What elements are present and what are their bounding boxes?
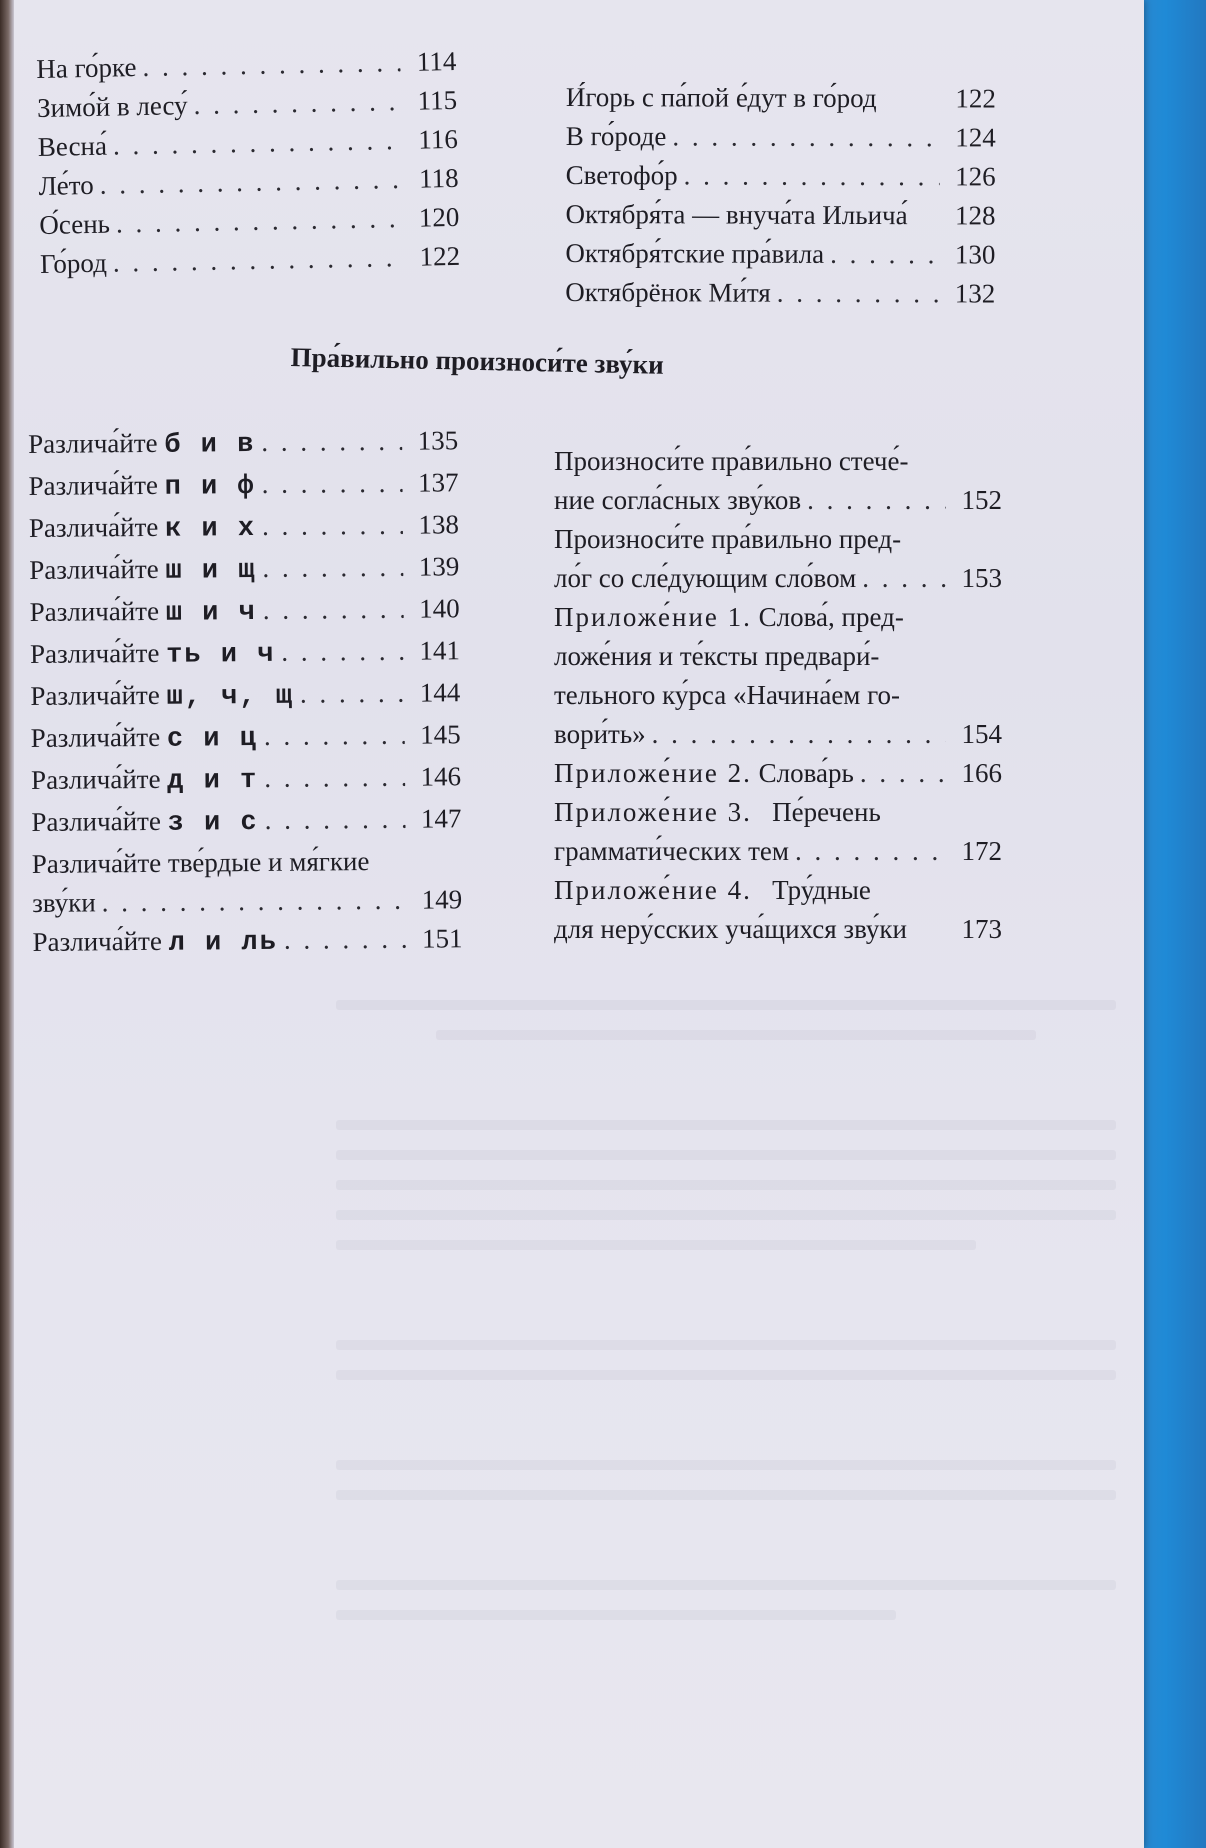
toc-entry[interactable] bbox=[566, 156, 996, 197]
toc-entry-title bbox=[554, 793, 1002, 832]
toc-entry-title bbox=[554, 754, 854, 793]
dot-leader bbox=[264, 800, 405, 840]
toc-entry-page: 154 bbox=[961, 719, 1002, 749]
toc-entry[interactable] bbox=[32, 841, 463, 923]
toc-entry-title bbox=[554, 598, 1002, 637]
show-through-line bbox=[336, 1000, 1116, 1010]
dot-leader bbox=[262, 506, 403, 546]
toc-entry[interactable] bbox=[40, 237, 461, 284]
toc-entry-title bbox=[32, 921, 278, 965]
toc-entry-title bbox=[29, 507, 257, 551]
toc-entry[interactable] bbox=[565, 273, 995, 314]
show-through-line bbox=[336, 1150, 1116, 1160]
toc-entry-title bbox=[30, 675, 294, 719]
dot-leader bbox=[281, 632, 404, 672]
toc-entry-title: Октября́тские пра́вила bbox=[565, 237, 825, 269]
toc-entry[interactable] bbox=[32, 919, 462, 965]
toc-entry-page: 166 bbox=[961, 758, 1002, 788]
toc-entry[interactable] bbox=[566, 78, 996, 119]
appendix-title: Слова́, пред- bbox=[758, 602, 904, 632]
toc-entry-title: Го́род bbox=[39, 247, 108, 279]
toc-entry-page: 120 bbox=[418, 201, 460, 233]
appendix-head: Приложе́ние 2. bbox=[554, 758, 752, 788]
toc-entry-appendix-1[interactable] bbox=[554, 598, 1002, 754]
toc-entry-prefix: Различа́йте bbox=[29, 637, 160, 669]
toc-entry-title: Ле́то bbox=[38, 169, 94, 201]
toc-entry-page: 151 bbox=[421, 923, 463, 954]
toc-entry-page: 124 bbox=[955, 122, 996, 153]
toc-entry-page: 118 bbox=[418, 162, 459, 194]
book-cover-edge bbox=[1138, 0, 1206, 1848]
toc-entry-letters: б и в bbox=[164, 430, 256, 461]
dot-leader bbox=[264, 758, 405, 798]
toc-entry-title bbox=[554, 871, 1002, 910]
toc-entry-title-cont: граммати́ческих тем bbox=[554, 836, 789, 866]
show-through-line bbox=[336, 1210, 1116, 1220]
toc-entry-page: 132 bbox=[954, 278, 996, 309]
toc-entry-page: 144 bbox=[419, 677, 461, 708]
dot-leader bbox=[263, 590, 404, 630]
show-through-line bbox=[336, 1120, 1116, 1130]
toc-entry-title: Октябрёнок Ми́тя bbox=[565, 276, 771, 308]
dot-leader bbox=[795, 832, 946, 871]
toc-entry-title: Весна́ bbox=[37, 130, 108, 162]
dot-leader bbox=[862, 559, 946, 598]
toc-entry-page: 145 bbox=[420, 719, 461, 750]
show-through-line bbox=[336, 1460, 1116, 1470]
toc-entry-prefix: Различа́йте bbox=[28, 469, 159, 501]
toc-entry-title: Зимо́й в лесу́ bbox=[36, 90, 188, 123]
toc-entry-page: 139 bbox=[418, 551, 460, 582]
toc-entry-letters: ш и ч bbox=[165, 598, 257, 629]
toc-entry-title bbox=[29, 549, 257, 593]
toc-entry-title: Светофо́р bbox=[565, 159, 678, 191]
toc-entry-page: 115 bbox=[417, 84, 458, 116]
toc-entry[interactable] bbox=[31, 757, 461, 803]
toc-entry-page: 147 bbox=[420, 803, 462, 834]
show-through-line bbox=[436, 1030, 1036, 1040]
dot-leader bbox=[684, 156, 940, 196]
dot-leader bbox=[300, 674, 405, 714]
dot-leader bbox=[102, 881, 407, 923]
section-heading: Пра́вильно произноси́те зву́ки bbox=[290, 342, 665, 380]
dot-leader bbox=[672, 117, 940, 157]
toc-entry-title-cont: ло́г со сле́дующим сло́вом bbox=[554, 563, 857, 593]
dot-leader bbox=[261, 422, 402, 462]
dot-leader bbox=[113, 121, 403, 166]
toc-entry[interactable] bbox=[29, 505, 459, 551]
toc-entry[interactable] bbox=[30, 673, 460, 719]
toc-entry-prefix: Различа́йте bbox=[32, 925, 163, 957]
toc-entry-page: 128 bbox=[954, 200, 996, 231]
toc-entry[interactable] bbox=[29, 589, 459, 635]
appendix-head: Приложе́ние 4. bbox=[554, 875, 752, 905]
toc-entry-page: 122 bbox=[419, 240, 461, 272]
toc-entry-title bbox=[28, 423, 256, 467]
toc-entry-letters: ть и ч bbox=[166, 639, 276, 671]
toc-entry[interactable] bbox=[31, 799, 461, 845]
toc-entry-page: 122 bbox=[955, 83, 996, 114]
dot-leader bbox=[262, 464, 403, 504]
show-through-line bbox=[336, 1610, 896, 1620]
dot-leader bbox=[142, 43, 401, 87]
toc-entry-prefix: Различа́йте bbox=[28, 427, 158, 459]
toc-entry-letters: п и ф bbox=[164, 472, 256, 503]
toc-entry-title bbox=[31, 801, 259, 845]
toc-entry-page: 114 bbox=[416, 45, 457, 77]
dot-leader bbox=[116, 199, 404, 244]
dot-leader bbox=[262, 548, 403, 588]
toc-entry-title: Произноси́те пра́вильно стече́- bbox=[554, 446, 909, 476]
toc-entry-page: 152 bbox=[961, 485, 1002, 515]
dot-leader bbox=[284, 920, 407, 960]
toc-entry-title bbox=[28, 465, 256, 509]
dot-leader bbox=[112, 238, 404, 283]
toc-entry[interactable] bbox=[30, 631, 460, 677]
book-page bbox=[6, 0, 1144, 1848]
toc-left-bottom bbox=[28, 421, 463, 965]
toc-entry-page: 146 bbox=[420, 761, 462, 792]
toc-entry-letters: с и ц bbox=[166, 724, 259, 755]
toc-entry[interactable] bbox=[565, 195, 995, 236]
toc-entry-prefix: Различа́йте bbox=[30, 721, 161, 753]
toc-entry-title bbox=[30, 633, 276, 677]
toc-entry-title-cont: для неру́сских уча́щихся зву́ки bbox=[554, 914, 907, 944]
dot-leader bbox=[99, 160, 403, 205]
show-through-line bbox=[336, 1580, 1116, 1590]
toc-entry-title: Произноси́те пра́вильно пред- bbox=[554, 524, 902, 554]
dot-leader bbox=[807, 481, 946, 520]
toc-entry-letters: ш и щ bbox=[165, 556, 257, 587]
toc-entry-page: 149 bbox=[421, 884, 463, 915]
toc-entry-prefix: Различа́йте bbox=[30, 679, 160, 711]
toc-entry-prefix: Различа́йте bbox=[28, 511, 159, 543]
appendix-head: Приложе́ние 3. bbox=[554, 797, 752, 827]
toc-entry-page: 116 bbox=[418, 123, 459, 155]
toc-entry-appendix-2[interactable] bbox=[554, 754, 1002, 793]
toc-entry-title-cont: зву́ки bbox=[32, 887, 96, 918]
show-through-line bbox=[336, 1340, 1116, 1350]
toc-entry-page: 173 bbox=[961, 914, 1002, 944]
page-gutter-shadow bbox=[0, 0, 14, 1848]
toc-entry-title-cont: тельного ку́рса «Начина́ем го- bbox=[554, 680, 901, 710]
toc-entry-appendix-3[interactable] bbox=[554, 793, 1002, 871]
toc-entry-prefix: Различа́йте bbox=[30, 763, 161, 795]
toc-entry[interactable] bbox=[28, 463, 458, 509]
toc-entry-title: О́сень bbox=[39, 208, 111, 240]
toc-entry-letters: л и ль bbox=[168, 927, 279, 959]
dot-leader bbox=[777, 274, 940, 314]
toc-entry[interactable] bbox=[554, 442, 1002, 520]
toc-entry-page: 130 bbox=[954, 239, 996, 270]
toc-entry[interactable] bbox=[565, 234, 995, 275]
toc-entry-page: 140 bbox=[418, 593, 460, 624]
dot-leader bbox=[193, 82, 401, 125]
toc-entry-letters: ш, ч, щ bbox=[166, 681, 295, 713]
toc-left-top bbox=[36, 42, 460, 284]
toc-entry-page: 153 bbox=[961, 563, 1002, 593]
toc-entry-page: 137 bbox=[417, 467, 459, 498]
toc-entry-title-cont: ние согла́сных зву́ков bbox=[554, 485, 802, 515]
toc-entry-prefix: Различа́йте bbox=[29, 595, 160, 627]
appendix-title: Слова́рь bbox=[758, 758, 854, 788]
appendix-head: Приложе́ние 1. bbox=[554, 602, 752, 632]
toc-entry-prefix: Различа́йте bbox=[31, 805, 161, 837]
dot-leader bbox=[830, 235, 939, 274]
toc-entry-title-cont: ложе́ния и те́ксты предвари́- bbox=[554, 641, 880, 671]
show-through-line bbox=[336, 1180, 1116, 1190]
toc-entry[interactable] bbox=[31, 715, 461, 761]
toc-right-bottom bbox=[554, 442, 1002, 949]
toc-entry[interactable] bbox=[566, 117, 996, 158]
toc-entry-title bbox=[31, 717, 259, 761]
toc-entry-title: На го́рке bbox=[36, 52, 137, 84]
toc-entry-title: В го́роде bbox=[565, 120, 667, 152]
toc-entry-title bbox=[29, 591, 257, 635]
toc-entry-prefix: Различа́йте bbox=[29, 553, 159, 585]
toc-entry[interactable] bbox=[29, 547, 459, 593]
toc-entry-title bbox=[31, 759, 259, 803]
toc-entry-title-cont: вори́ть» bbox=[554, 719, 646, 749]
toc-right-top bbox=[565, 78, 996, 313]
toc-entry-title: Октября́та — внуча́та Ильича́ bbox=[565, 198, 908, 231]
toc-entry-page: 141 bbox=[419, 635, 461, 666]
toc-entry-title: И́горь с па́пой е́дут в го́род bbox=[565, 81, 877, 114]
toc-entry[interactable] bbox=[554, 520, 1002, 598]
toc-entry[interactable] bbox=[28, 421, 458, 467]
toc-entry-page: 172 bbox=[961, 836, 1002, 866]
appendix-title: Тру́дные bbox=[772, 875, 871, 905]
show-through-line bbox=[336, 1370, 1116, 1380]
toc-entry-page: 126 bbox=[955, 161, 996, 192]
dot-leader bbox=[652, 715, 946, 754]
toc-entry-letters: к и х bbox=[164, 514, 257, 545]
toc-entry-page: 138 bbox=[418, 509, 460, 540]
toc-entry-page: 135 bbox=[417, 425, 459, 456]
toc-entry-letters: з и с bbox=[167, 808, 259, 839]
toc-entry-letters: д и т bbox=[167, 766, 259, 797]
dot-leader bbox=[264, 716, 405, 756]
appendix-title: Пе́речень bbox=[772, 797, 881, 827]
toc-entry-title: Различа́йте тве́рдые и мя́гкие bbox=[31, 846, 370, 879]
show-through-line bbox=[336, 1490, 1116, 1500]
dot-leader bbox=[860, 754, 946, 793]
toc-entry-appendix-4[interactable] bbox=[554, 871, 1002, 949]
show-through-line bbox=[336, 1240, 976, 1250]
